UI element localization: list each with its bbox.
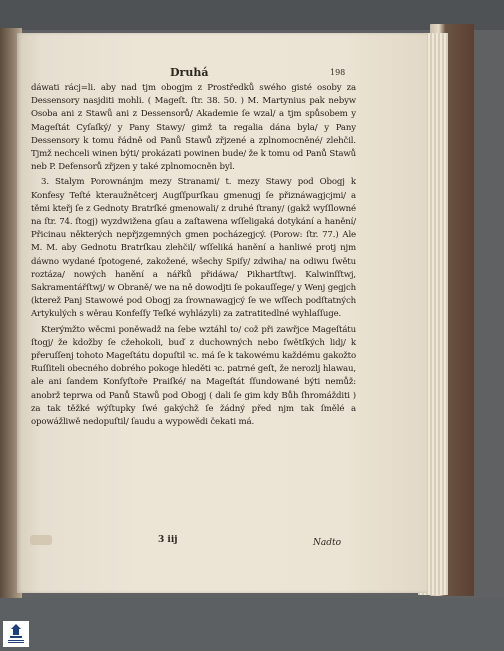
paragraph: Kterýmžto wěcmi poněwadž na ſebe wztáhl to/ což při zawřjce Mageſtátu ſtogj/ že kdožby ſe cžehokoli, buď z duchowných nebo ſwětſkých lidj/ k přeruſſenj tohoto Mageſtátu dopuſtil ꝛc. má ſe k takowému každému gakožto Ruſſiteli obecného dobrého pokoge hleděti ꝛc. patrné geſt, že nerozlj hlawau, ale ani ſandem Konſyſtoře Praiſké/ na Mageſtát ſſundowané býti nemůž: anobrž teprwa od Panů Stawů pod Obogj ( dali ſe gim kdy Bůh ſhromážditi ) za tak těžké wýſtupky ſwé gakýchž ſe žádný před njm tak ſmělé a opowážliwě nedopuſtil/ ſaudu a wypowědi čekati má. — [31, 324, 356, 428]
background-bottom — [0, 598, 504, 651]
paragraph: dáwati rácj=li. aby nad tjm obogjm z Prostředků swého gisté osoby za Dessensory nasjditi mohli. ( Mageſt. ſtr. 38. 50. ) M. Martynius pak nebyw Osoba ani z Stawů ani z Dessensorů/ Akademie ſe wzal/ a tjm spůsobem y Mageſtát Cyſaſký/ y Pany Stawy/ gimž ta regalia dána byla/ y Pany Dessensory k tomu řádně od Panů Stawů zřjzené a zplnomocněné/ zlehčil. Tjmž nechceli winen býti/ prokázati powinen bude/ že k tomu od Panů Stawů neb P. Defensorů zřjzen y také zplnomocněn byl. — [31, 83, 356, 173]
paragraph: 3. Stalym Porownánjm mezy Stranami/ t. mezy Stawy pod Obogj k Konfesy Teſté kteraužnětcerj Augſſpurſkau gmenugj ſe přiznáwagjcjmi/ a těmi kteřj ſe z Gednoty Bratrſké gmenowali/ z druhé ſtrany/ (gakž wyſſlowné na ſtr. 74. ſtogj) wyzdwižena gſau a zaſtawena wſſeligaká dotykání a hanění/ Přicinau některých nepřjzgemných gmen pocházegjcý. (Porow: ſtr. 77.) Ale M. M. aby Gednotu Bratrſkau zlehčil/ wſſeliká hanění a hanliwé protj njm dáwno wydané ſpotogené, zakožené, wšechy Spiſy/ zdwiha/ na odiwu ſwětu roztáza/ nowých hanění a nářků přidáwa/ Pikhartſtwj. Kalwinſſtwj, Sakramentářſtwj/ w Obraně/ we na ně dowodjti ſe pokauſſege/ y Wenj gegjch (kterež Panj Stawowé pod Obogj za ſrownawagjcý ſe we wſſech podſtatných Artykulých s wěrau Konfeſſy Teſké wyhlázyli) za zatratitedlné wyhlaſſuge. — [31, 177, 356, 320]
library-logo-icon — [3, 621, 29, 647]
ink-stain — [30, 535, 52, 545]
background-top — [0, 0, 504, 30]
page-number: 198 — [330, 68, 346, 77]
catchword: Nadto — [313, 538, 342, 548]
page-body-text — [31, 82, 356, 522]
running-header: Druhá — [170, 66, 209, 79]
signature-mark: 3 iij — [158, 535, 178, 545]
